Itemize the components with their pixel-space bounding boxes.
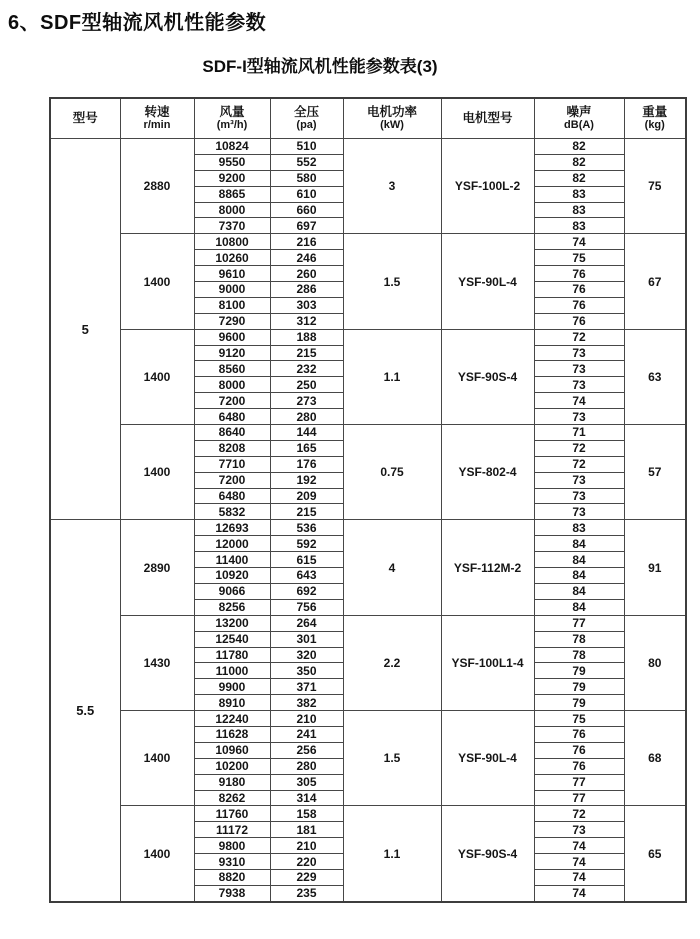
noise-cell: 77 <box>534 774 624 790</box>
noise-cell: 77 <box>534 615 624 631</box>
pressure-cell: 382 <box>270 695 343 711</box>
noise-cell: 73 <box>534 488 624 504</box>
performance-table <box>49 97 687 903</box>
flow-cell: 8262 <box>194 790 270 806</box>
pressure-cell: 176 <box>270 456 343 472</box>
noise-cell: 82 <box>534 170 624 186</box>
pressure-cell: 350 <box>270 663 343 679</box>
col-header-motor-line1: 电机型号 <box>462 111 513 126</box>
flow-cell: 9600 <box>194 329 270 345</box>
flow-cell: 8865 <box>194 186 270 202</box>
noise-cell: 83 <box>534 218 624 234</box>
col-header-pressure-line1: 全压 <box>293 104 319 119</box>
pressure-cell: 301 <box>270 631 343 647</box>
flow-cell: 10920 <box>194 568 270 584</box>
pressure-cell: 165 <box>270 440 343 456</box>
noise-cell: 79 <box>534 695 624 711</box>
noise-cell: 76 <box>534 266 624 282</box>
motor-cell: YSF-90L-4 <box>441 234 534 329</box>
col-header-speed-line2: r/min <box>143 119 171 132</box>
power-cell: 4 <box>343 520 441 615</box>
flow-cell: 8208 <box>194 440 270 456</box>
weight-cell: 67 <box>624 234 686 329</box>
col-header-weight-line2: (kg) <box>644 119 665 132</box>
flow-cell: 9120 <box>194 345 270 361</box>
pressure-cell: 552 <box>270 154 343 170</box>
power-cell: 1.5 <box>343 234 441 329</box>
flow-cell: 8820 <box>194 869 270 885</box>
flow-cell: 9900 <box>194 679 270 695</box>
table-row <box>50 806 686 822</box>
noise-cell: 82 <box>534 154 624 170</box>
flow-cell: 7938 <box>194 885 270 901</box>
table-row <box>50 520 686 536</box>
flow-cell: 11780 <box>194 647 270 663</box>
flow-cell: 12540 <box>194 631 270 647</box>
noise-cell: 73 <box>534 345 624 361</box>
motor-cell: YSF-100L1-4 <box>441 615 534 710</box>
pressure-cell: 235 <box>270 885 343 901</box>
weight-cell: 63 <box>624 329 686 424</box>
noise-cell: 82 <box>534 139 624 155</box>
noise-cell: 75 <box>534 250 624 266</box>
flow-cell: 7200 <box>194 472 270 488</box>
noise-cell: 79 <box>534 679 624 695</box>
table-row <box>50 711 686 727</box>
power-cell: 1.5 <box>343 711 441 806</box>
pressure-cell: 303 <box>270 297 343 313</box>
table-title: SDF-I型轴流风机性能参数表(3) <box>202 57 438 76</box>
noise-cell: 72 <box>534 806 624 822</box>
flow-cell: 8560 <box>194 361 270 377</box>
pressure-cell: 510 <box>270 139 343 155</box>
weight-cell: 80 <box>624 615 686 710</box>
flow-cell: 6480 <box>194 409 270 425</box>
noise-cell: 71 <box>534 425 624 441</box>
noise-cell: 83 <box>534 520 624 536</box>
flow-cell: 9200 <box>194 170 270 186</box>
pressure-cell: 280 <box>270 409 343 425</box>
power-cell: 0.75 <box>343 425 441 520</box>
flow-cell: 7370 <box>194 218 270 234</box>
flow-cell: 9180 <box>194 774 270 790</box>
noise-cell: 74 <box>534 885 624 901</box>
noise-cell: 84 <box>534 552 624 568</box>
pressure-cell: 210 <box>270 711 343 727</box>
flow-cell: 10824 <box>194 139 270 155</box>
header-row <box>50 98 686 139</box>
table-head <box>50 98 686 139</box>
col-header-model-line1: 型号 <box>72 111 98 126</box>
pressure-cell: 241 <box>270 726 343 742</box>
noise-cell: 79 <box>534 663 624 679</box>
pressure-cell: 209 <box>270 488 343 504</box>
pressure-cell: 232 <box>270 361 343 377</box>
noise-cell: 73 <box>534 361 624 377</box>
noise-cell: 76 <box>534 758 624 774</box>
speed-cell: 1430 <box>120 615 194 710</box>
speed-cell: 1400 <box>120 234 194 329</box>
pressure-cell: 305 <box>270 774 343 790</box>
noise-cell: 78 <box>534 647 624 663</box>
pressure-cell: 692 <box>270 583 343 599</box>
pressure-cell: 181 <box>270 822 343 838</box>
pressure-cell: 643 <box>270 568 343 584</box>
motor-cell: YSF-90S-4 <box>441 329 534 424</box>
col-header-noise-line1: 噪声 <box>566 104 592 119</box>
noise-cell: 84 <box>534 583 624 599</box>
flow-cell: 8640 <box>194 425 270 441</box>
noise-cell: 73 <box>534 409 624 425</box>
flow-cell: 8000 <box>194 202 270 218</box>
pressure-cell: 256 <box>270 742 343 758</box>
noise-cell: 74 <box>534 854 624 870</box>
noise-cell: 78 <box>534 631 624 647</box>
table-row <box>50 425 686 441</box>
pressure-cell: 144 <box>270 425 343 441</box>
flow-cell: 7200 <box>194 393 270 409</box>
table-body <box>50 139 686 902</box>
noise-cell: 83 <box>534 202 624 218</box>
power-cell: 1.1 <box>343 806 441 902</box>
col-header-weight <box>624 98 686 139</box>
pressure-cell: 536 <box>270 520 343 536</box>
table-row <box>50 615 686 631</box>
flow-cell: 9800 <box>194 838 270 854</box>
pressure-cell: 314 <box>270 790 343 806</box>
col-header-flow-line1: 风量 <box>219 104 245 119</box>
pressure-cell: 188 <box>270 329 343 345</box>
noise-cell: 84 <box>534 568 624 584</box>
table-row <box>50 234 686 250</box>
noise-cell: 76 <box>534 313 624 329</box>
flow-cell: 9066 <box>194 583 270 599</box>
col-header-flow-line2: (m³/h) <box>216 119 248 132</box>
weight-cell: 68 <box>624 711 686 806</box>
flow-cell: 11172 <box>194 822 270 838</box>
noise-cell: 73 <box>534 822 624 838</box>
flow-cell: 8100 <box>194 297 270 313</box>
flow-cell: 8910 <box>194 695 270 711</box>
pressure-cell: 280 <box>270 758 343 774</box>
table-row <box>50 329 686 345</box>
pressure-cell: 210 <box>270 838 343 854</box>
col-header-weight-line1: 重量 <box>642 104 668 119</box>
flow-cell: 7710 <box>194 456 270 472</box>
weight-cell: 75 <box>624 139 686 234</box>
speed-cell: 1400 <box>120 711 194 806</box>
weight-cell: 65 <box>624 806 686 902</box>
col-header-speed-line1: 转速 <box>144 104 170 119</box>
col-header-power-line1: 电机功率 <box>366 104 417 119</box>
page-title: 6、SDF型轴流风机性能参数 <box>8 12 267 34</box>
flow-cell: 10200 <box>194 758 270 774</box>
pressure-cell: 220 <box>270 854 343 870</box>
model-cell: 5.5 <box>50 520 120 902</box>
noise-cell: 74 <box>534 869 624 885</box>
pressure-cell: 215 <box>270 504 343 520</box>
noise-cell: 76 <box>534 726 624 742</box>
pressure-cell: 697 <box>270 218 343 234</box>
speed-cell: 1400 <box>120 329 194 424</box>
pressure-cell: 192 <box>270 472 343 488</box>
noise-cell: 74 <box>534 838 624 854</box>
flow-cell: 10800 <box>194 234 270 250</box>
pressure-cell: 260 <box>270 266 343 282</box>
pressure-cell: 286 <box>270 282 343 298</box>
speed-cell: 1400 <box>120 425 194 520</box>
pressure-cell: 264 <box>270 615 343 631</box>
col-header-power-line2: (kW) <box>380 119 404 132</box>
motor-cell: YSF-90L-4 <box>441 711 534 806</box>
flow-cell: 9550 <box>194 154 270 170</box>
flow-cell: 6480 <box>194 488 270 504</box>
noise-cell: 84 <box>534 599 624 615</box>
flow-cell: 11000 <box>194 663 270 679</box>
pressure-cell: 756 <box>270 599 343 615</box>
pressure-cell: 216 <box>270 234 343 250</box>
noise-cell: 84 <box>534 536 624 552</box>
noise-cell: 76 <box>534 297 624 313</box>
power-cell: 3 <box>343 139 441 234</box>
pressure-cell: 312 <box>270 313 343 329</box>
flow-cell: 11628 <box>194 726 270 742</box>
flow-cell: 12240 <box>194 711 270 727</box>
flow-cell: 12693 <box>194 520 270 536</box>
col-header-pressure-line2: (pa) <box>296 119 317 132</box>
flow-cell: 9000 <box>194 282 270 298</box>
speed-cell: 1400 <box>120 806 194 902</box>
weight-cell: 57 <box>624 425 686 520</box>
flow-cell: 9310 <box>194 854 270 870</box>
motor-cell: YSF-90S-4 <box>441 806 534 902</box>
col-header-power <box>343 98 441 139</box>
motor-cell: YSF-802-4 <box>441 425 534 520</box>
col-header-model <box>50 98 120 139</box>
pressure-cell: 371 <box>270 679 343 695</box>
power-cell: 1.1 <box>343 329 441 424</box>
noise-cell: 72 <box>534 440 624 456</box>
power-cell: 2.2 <box>343 615 441 710</box>
pressure-cell: 273 <box>270 393 343 409</box>
noise-cell: 73 <box>534 472 624 488</box>
flow-cell: 11760 <box>194 806 270 822</box>
pressure-cell: 610 <box>270 186 343 202</box>
flow-cell: 5832 <box>194 504 270 520</box>
flow-cell: 12000 <box>194 536 270 552</box>
pressure-cell: 660 <box>270 202 343 218</box>
flow-cell: 10260 <box>194 250 270 266</box>
flow-cell: 8000 <box>194 377 270 393</box>
pressure-cell: 250 <box>270 377 343 393</box>
noise-cell: 72 <box>534 456 624 472</box>
weight-cell: 91 <box>624 520 686 615</box>
flow-cell: 10960 <box>194 742 270 758</box>
pressure-cell: 615 <box>270 552 343 568</box>
model-cell: 5 <box>50 139 120 520</box>
pressure-cell: 215 <box>270 345 343 361</box>
flow-cell: 9610 <box>194 266 270 282</box>
noise-cell: 74 <box>534 393 624 409</box>
noise-cell: 76 <box>534 742 624 758</box>
flow-cell: 7290 <box>194 313 270 329</box>
motor-cell: YSF-100L-2 <box>441 139 534 234</box>
col-header-pressure <box>270 98 343 139</box>
motor-cell: YSF-112M-2 <box>441 520 534 615</box>
noise-cell: 77 <box>534 790 624 806</box>
speed-cell: 2880 <box>120 139 194 234</box>
speed-cell: 2890 <box>120 520 194 615</box>
col-header-flow <box>194 98 270 139</box>
flow-cell: 11400 <box>194 552 270 568</box>
noise-cell: 72 <box>534 329 624 345</box>
col-header-noise <box>534 98 624 139</box>
flow-cell: 8256 <box>194 599 270 615</box>
pressure-cell: 158 <box>270 806 343 822</box>
pressure-cell: 229 <box>270 869 343 885</box>
noise-cell: 73 <box>534 377 624 393</box>
col-header-speed <box>120 98 194 139</box>
noise-cell: 74 <box>534 234 624 250</box>
pressure-cell: 246 <box>270 250 343 266</box>
noise-cell: 75 <box>534 711 624 727</box>
pressure-cell: 592 <box>270 536 343 552</box>
noise-cell: 83 <box>534 186 624 202</box>
flow-cell: 13200 <box>194 615 270 631</box>
col-header-motor <box>441 98 534 139</box>
noise-cell: 73 <box>534 504 624 520</box>
pressure-cell: 320 <box>270 647 343 663</box>
noise-cell: 76 <box>534 282 624 298</box>
col-header-noise-line2: dB(A) <box>564 119 594 132</box>
pressure-cell: 580 <box>270 170 343 186</box>
table-row <box>50 139 686 155</box>
